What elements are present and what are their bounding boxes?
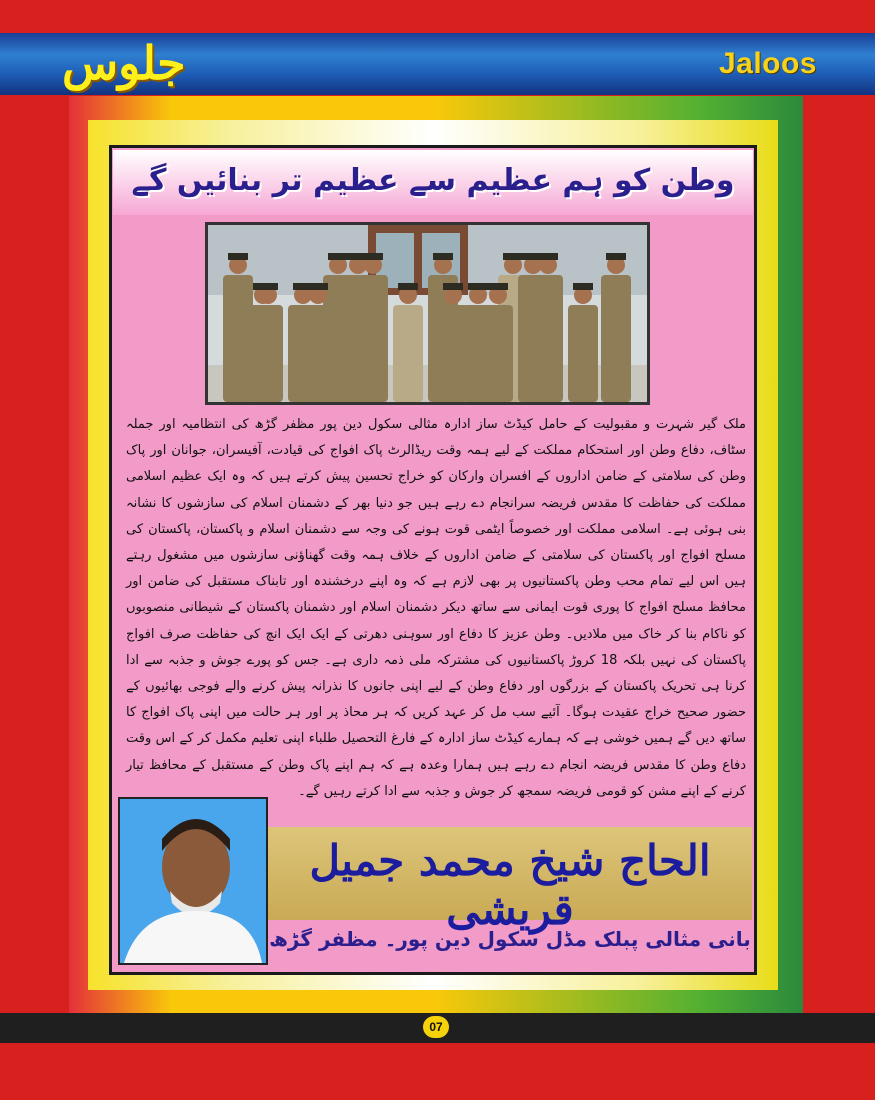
magazine-brand: Jaloos <box>718 47 817 80</box>
article-body: ملک گیر شہرت و مقبولیت کے حامل کیڈٹ ساز ادارہ مثالی سکول دین پور مظفر گڑھ کی انتظامیہ اور جملہ سٹاف، دفاع وطن اور استحکام مملکت کے لیے ہمہ وقت ریڈالرٹ پاک افواج کی قیادت، آفیسران، جوانان اور پاک وطن کی سلامتی کے ضامن اداروں کے افسران وارکان کو خراج تحسین پیش کرتے ہیں کہ وہ ایک عظیم اسلامی مملکت کی حفاظت کا مقدس فریضہ سرانجام دے رہے ہیں جو دنیا بھر کے دشمنان اسلام کی سازشوں کا نشانہ بنی ہوئی ہے۔ اسلامی مملکت اور خصوصاً ایٹمی قوت ہونے کی وجہ سے دشمنان اسلام و پاکستان، پاکستان کی مسلح افواج اور پاکستان کی سلامتی کے ضامن اداروں کے خلاف ہمہ وقت گھناؤنی سازشوں میں مشغول رہتے ہیں اس لیے تمام محب وطن پاکستانیوں پر بھی لازم ہے کہ وہ اپنے درخشندہ اور تابناک مستقبل کی ضامن اور محافظ مسلح افواج کا پوری قوت ایمانی سے ساتھ دیکر دشمنان اسلام اور دشمنان پاکستان کے شیطانی منصوبوں کو ناکام بنا کر خاک میں ملادیں۔ وطن عزیز کا دفاع اور سوہنی دھرتی کے ایک ایک انچ کی حفاظت صرف افواج پاکستان کی نہیں بلکہ 18 کروڑ پاکستانیوں کی مشترکہ ملی ذمہ داری ہے۔ جس کو پورے جوش و جذبہ سے ادا کرنا ہی تحریک پاکستان کے بزرگوں اور دفاع وطن کے لیے اپنی جانوں کا نذرانہ پیش کرنے والے فوجی بھائیوں کے حضور صحیح خراج عقیدت ہوگا۔ آئیے سب مل کر عہد کریں کہ ہر محاذ پر اور ہر حالت میں اپنی پاک افواج کا ساتھ دیں گے ہمیں خوشی ہے کہ ہمارے کیڈٹ ساز ادارہ کے فارغ التحصیل طلباء اپنی تعلیم مکمل کر کے اس وقت دفاع وطن کا مقدس فریضہ انجام دے رہے ہیں ہمارا وعدہ ہے کہ ہم اپنے پاک وطن کے مستقبل کے محافظ تیار کرنے کے اپنے مشن کو قومی فریضہ سمجھ کر جوش و جذبہ سے ادا کرتے رہیں گے۔ <box>126 417 747 799</box>
magazine-logo: جلوس <box>62 36 186 90</box>
headline: وطن کو ہم عظیم سے عظیم تر بنائیں گے <box>131 163 735 198</box>
author-photo <box>118 797 268 965</box>
author-name: الحاج شیخ محمد جمیل قریشی <box>309 836 711 934</box>
author-title: بانی مثالی پبلک مڈل سکول دین پور۔ مظفر گڑھ <box>269 927 751 951</box>
page-number: 07 <box>423 1016 449 1038</box>
group-photo <box>205 222 650 405</box>
